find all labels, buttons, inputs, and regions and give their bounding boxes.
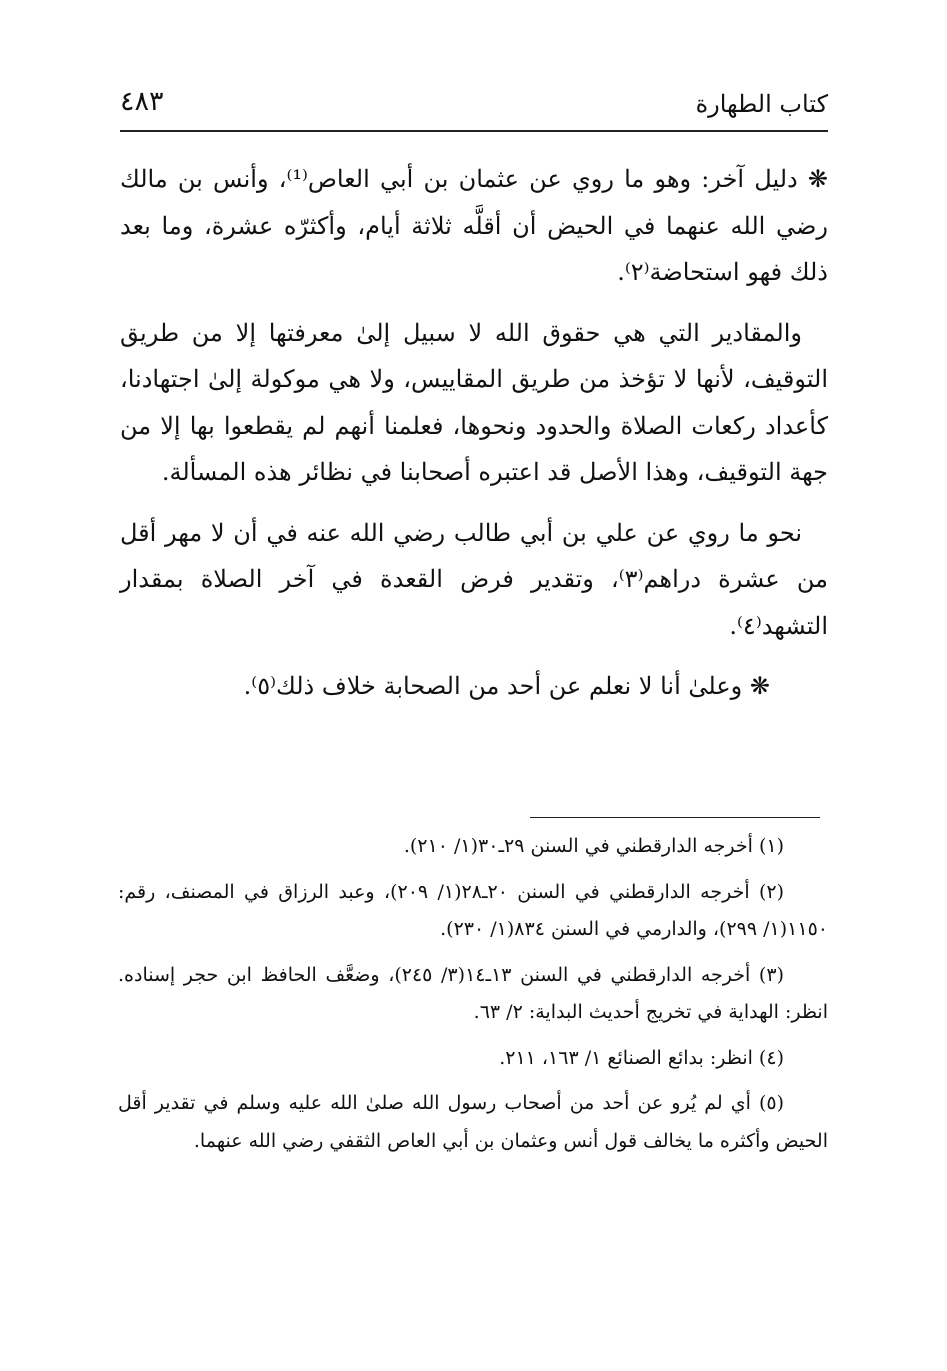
footnotes <box>118 828 828 1168</box>
paragraph-example: نحو ما روي عن علي بن أبي طالب رضي الله عنه في أن لا مهر أقل من عشرة دراهم⁽٣⁾، وتقدير فرض القعدة في آخر الصلاة بمقدار التشهد⁽٤⁾. <box>120 518 828 640</box>
footnote-5: (٥) أي لم يُرو عن أحد من أصحاب رسول الله صلىٰ الله عليه وسلم في تقدير أقل الحيض وأكثره ما يخالف قول أنس وعثمان بن أبي العاص الثقفي رضي الله عنهما. <box>118 1092 828 1152</box>
footnote-divider <box>530 817 820 818</box>
book-title: كتاب الطهارة <box>695 90 828 118</box>
page-number: ٤٨٣ <box>120 86 164 117</box>
main-text <box>120 156 828 724</box>
footnote-3: (٣) أخرجه الدارقطني في السنن ١٣ـ١٤(٣/ ٢٤٥)، وضعَّف الحافظ ابن حجر إسناده. انظر: الهداية في تخريج أحديث البداية: ٢/ ٦٣. <box>118 963 828 1023</box>
footnote-4: (٤) انظر: بدائع الصنائع ١/ ١٦٣، ٢١١. <box>499 1046 784 1069</box>
paragraph-measures: والمقادير التي هي حقوق الله لا سبيل إلىٰ معرفتها إلا من طريق التوقيف، لأنها لا تؤخذ من طريق المقاييس، ولا هي موكولة إلىٰ اجتهادنا، كأعداد ركعات الصلاة والحدود ونحوها، فعلمنا أنهم لم يقطعوا بها إلا من جهة التوقيف، وهذا الأصل قد اعتبره أصحابنا في نظائر هذه المسألة. <box>120 318 828 486</box>
paragraph-consensus: ❋ وعلىٰ أنا لا نعلم عن أحد من الصحابة خلاف ذلك⁽٥⁾. <box>243 672 770 700</box>
running-header <box>120 86 828 132</box>
paragraph-other-evidence: ❋ دليل آخر: وهو ما روي عن عثمان بن أبي العاص⁽¹⁾، وأنس بن مالك رضي الله عنهما في الحيض أن أقلَّه ثلاثة أيام، وأكثرّه عشرة، وما بعد ذلك فهو استحاضة⁽٢⁾. <box>120 165 828 286</box>
footnote-2: (٢) أخرجه الدارقطني في السنن ٢٠ـ٢٨(١/ ٢٠٩)، وعبد الرزاق في المصنف، رقم: ١١٥٠(١/ ٢٩٩)، والدارمي في السنن ٨٣٤(١/ ٢٣٠). <box>118 880 828 940</box>
footnote-1: (١) أخرجه الدارقطني في السنن ٢٩ـ٣٠(١/ ٢١٠). <box>403 835 784 857</box>
